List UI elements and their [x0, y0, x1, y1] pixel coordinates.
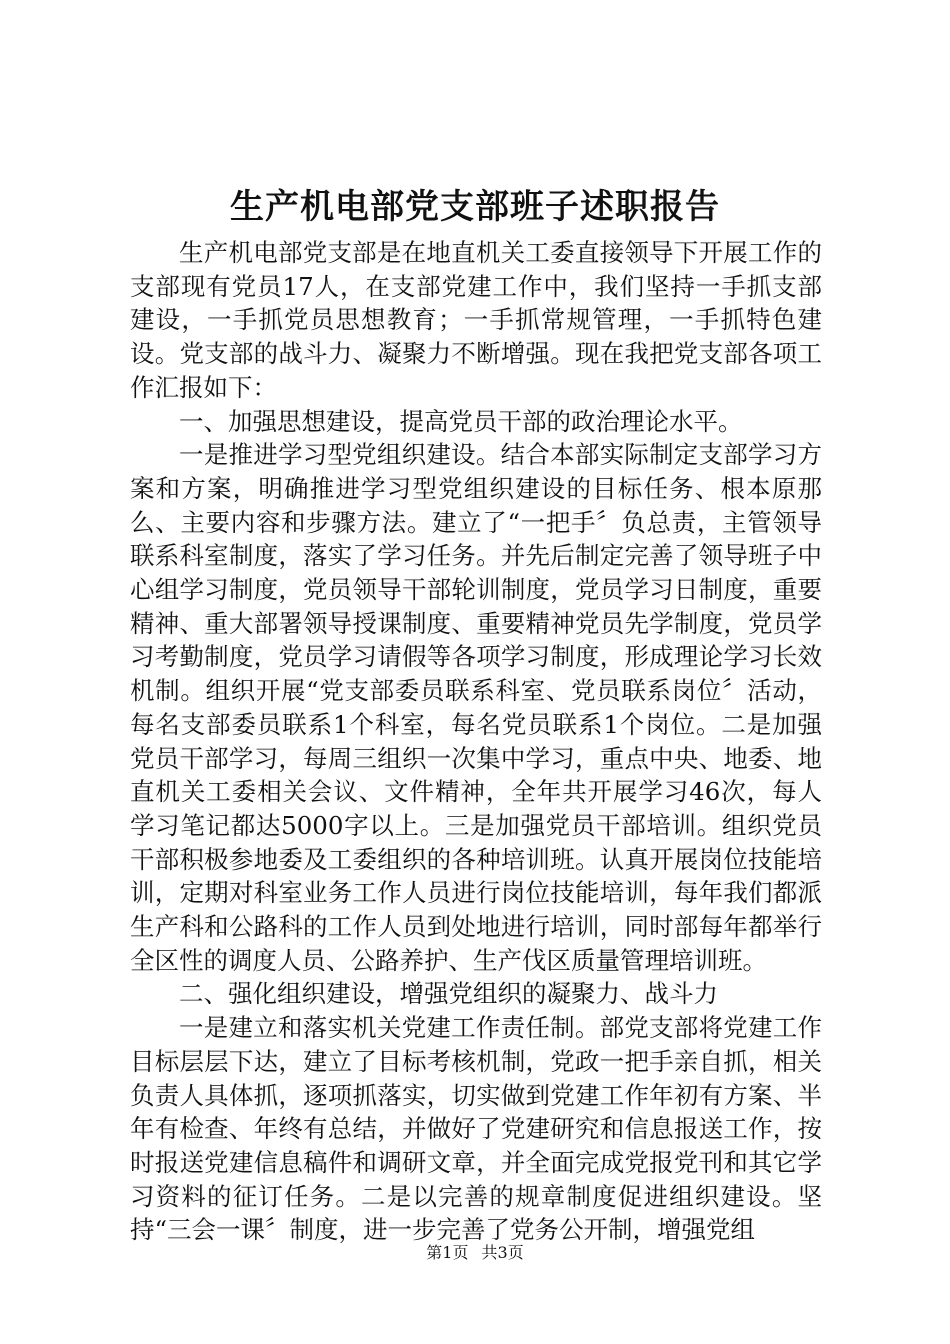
section-heading-2: 二、强化组织建设，增强党组织的凝聚力、战斗力 [179, 979, 718, 1009]
section-heading-1: 一、加强思想建设，提高党员干部的政治理论水平。 [179, 406, 743, 436]
paragraph-section-1: 一是推进学习型党组织建设。结合本部实际制定支部学习方案和方案，明确推进学习型党组织建设的目标任务、根本原那么、主要内容和步骤方法。建立了“一把手〞负总责，主管领导联系科室制度，落实了学习任务。并先后制定完善了领导班子中心组学习制度，党员领导干部轮训制度，党员学习日制度，重要精神、重大部署领导授课制度、重要精神党员先学制度，党员学习考勤制度，党员学习请假等各项学习制度，形成理论学习长效机制。组织开展“党支部委员联系科室、党员联系岗位〞活动，每名支部委员联系1个科室，每名党员联系1个岗位。二是加强党员干部学习，每周三组织一次集中学习，重点中央、地委、地直机关工委相关会议、文件精神，全年共开展学习46次，每人学习笔记都达5000字以上。三是加强党员干部培训。组织党员干部积极参地委及工委组织的各种培训班。认真开展岗位技能培训，定期对科室业务工作人员进行岗位技能培训，每年我们都派生产科和公路科的工作人员到处地进行培训，同时部每年都举行全区性的调度人员、公路养护、生产伐区质量管理培训班。 [130, 440, 822, 975]
page-footer [0, 1242, 950, 1264]
document-title: 生产机电部党支部班子述职报告 [230, 187, 720, 227]
document-body [130, 236, 822, 1247]
page-number-current: 第1页 [426, 1243, 469, 1262]
paragraph-section-2: 一是建立和落实机关党建工作责任制。部党支部将党建工作目标层层下达，建立了目标考核机制，党政一把手亲自抓，相关负责人具体抓，逐项抓落实，切实做到党建工作年初有方案、半年有检查、年终有总结，并做好了党建研究和信息报送工作，按时报送党建信息稿件和调研文章，并全面完成党报党刊和其它学习资料的征订任务。二是以完善的规章制度促进组织建设。坚持“三会一课〞制度，进一步完善了党务公开制，增强党组 [130, 1013, 822, 1245]
paragraph-intro: 生产机电部党支部是在地直机关工委直接领导下开展工作的支部现有党员17人，在支部党建工作中，我们坚持一手抓支部建设，一手抓党员思想教育；一手抓常规管理，一手抓特色建设。党支部的战斗力、凝聚力不断增强。现在我把党支部各项工作汇报如下： [130, 238, 822, 402]
page-number-total: 共3页 [481, 1243, 524, 1262]
